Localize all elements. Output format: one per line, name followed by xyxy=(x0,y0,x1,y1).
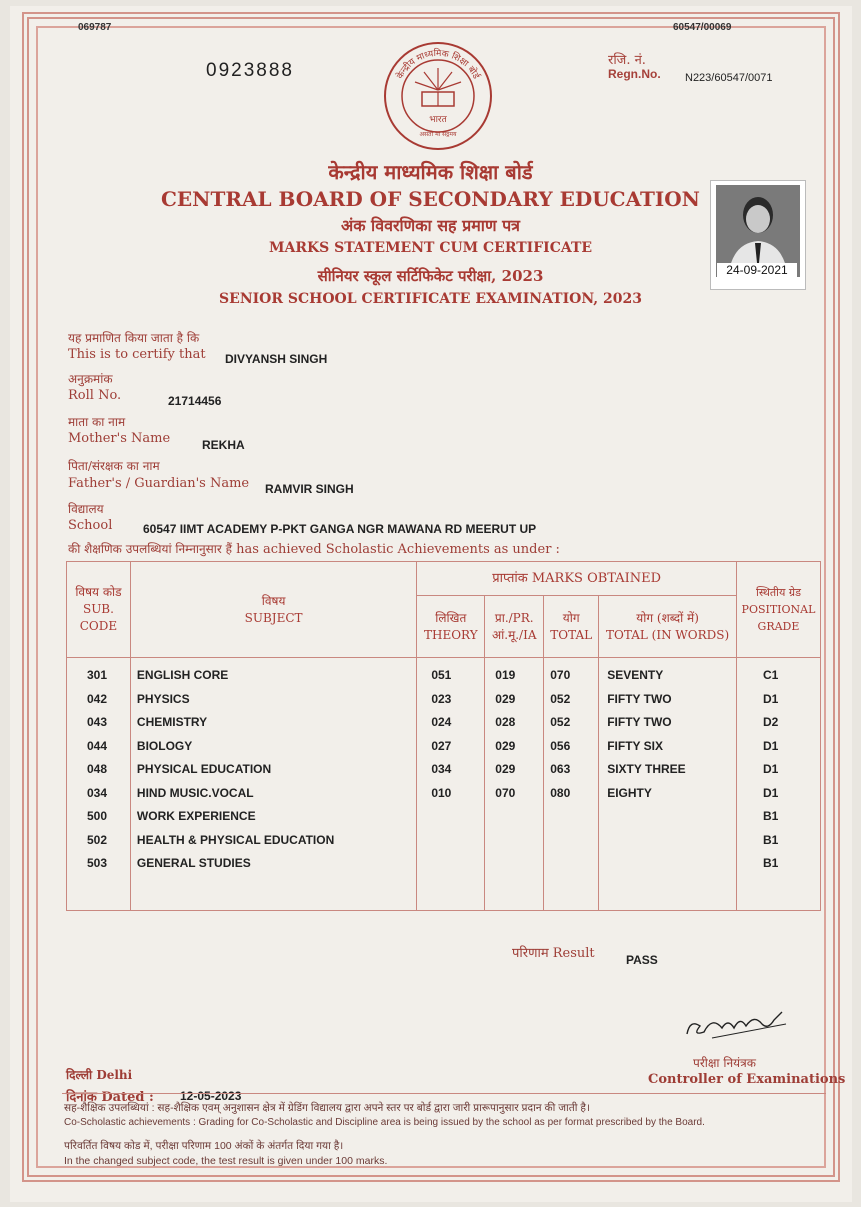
row-theory xyxy=(431,809,483,833)
note-coscholastic: Co-Scholastic achievements : Grading for Co-Scholastic and Discipline area is being issued by the school as per format prescribed by the Board. xyxy=(64,1117,705,1128)
row-pr: 070 xyxy=(495,785,516,800)
regn-label: Regn.No. xyxy=(608,67,661,81)
regn-label-hindi: रजि. नं. xyxy=(608,53,646,68)
row-pr xyxy=(495,856,542,880)
words-header xyxy=(599,596,737,658)
words-header-text: TOTAL (IN WORDS) xyxy=(606,627,730,642)
regn-number: N223/60547/0071 xyxy=(685,72,773,84)
theory-header-hindi: लिखित xyxy=(435,610,467,625)
place-line xyxy=(66,1066,132,1083)
row-words: SEVENTY xyxy=(607,668,664,682)
cbse-emblem-icon xyxy=(382,40,494,152)
row-code: 043 xyxy=(87,715,108,729)
theory-column xyxy=(417,658,485,911)
code-header xyxy=(67,562,131,658)
words-header-hindi: योग (शब्दों में) xyxy=(636,610,699,625)
place-text: Delhi xyxy=(96,1068,133,1082)
grade-header-line1: POSITIONAL xyxy=(741,603,816,616)
result-label xyxy=(512,943,595,961)
pr-header-line1: प्रा./PR. xyxy=(494,610,534,625)
controller-title: Controller of Examinations xyxy=(648,1072,846,1087)
row-theory: 024 xyxy=(431,715,452,729)
row-total xyxy=(550,856,597,880)
row-grade: D1 xyxy=(762,691,779,706)
words-column xyxy=(599,658,737,911)
board-name-hindi: केन्द्रीय माध्यमिक शिक्षा बोर्ड xyxy=(328,160,533,184)
row-total: 052 xyxy=(550,715,571,729)
pr-column xyxy=(485,658,544,911)
row-grade: B1 xyxy=(762,856,779,870)
row-pr: 019 xyxy=(495,668,516,682)
document-title: MARKS STATEMENT CUM CERTIFICATE xyxy=(268,240,593,256)
row-words: EIGHTY xyxy=(607,785,652,800)
pr-header-line2: आं.मू./IA xyxy=(491,627,537,642)
row-pr: 028 xyxy=(495,715,516,729)
row-grade: B1 xyxy=(762,809,779,823)
document-title-hindi: अंक विवरणिका सह प्रमाण पत्र xyxy=(340,216,521,235)
roll-number: 21714456 xyxy=(168,394,222,408)
row-total: 070 xyxy=(550,668,571,682)
result-value: PASS xyxy=(626,953,658,967)
row-code: 503 xyxy=(87,856,108,870)
row-theory xyxy=(431,833,483,857)
row-code: 042 xyxy=(87,691,108,706)
exam-title: SENIOR SCHOOL CERTIFICATE EXAMINATION, 2023 xyxy=(219,291,642,307)
row-code: 034 xyxy=(87,785,108,800)
grade-header xyxy=(736,562,820,658)
row-subject: WORK EXPERIENCE xyxy=(136,809,256,823)
row-subject: HEALTH & PHYSICAL EDUCATION xyxy=(136,832,335,847)
total-column xyxy=(544,658,599,911)
student-photo xyxy=(710,180,806,290)
row-code: 044 xyxy=(87,738,108,753)
exam-title-hindi: सीनियर स्कूल सर्टिफिकेट परीक्षा, 2023 xyxy=(317,267,544,285)
subject-header xyxy=(130,562,416,658)
row-total: 063 xyxy=(550,762,571,776)
row-words xyxy=(607,809,735,833)
row-code: 502 xyxy=(87,832,108,847)
row-subject: PHYSICAL EDUCATION xyxy=(136,762,272,776)
row-theory: 034 xyxy=(431,762,452,776)
row-grade: D1 xyxy=(762,762,779,776)
row-total xyxy=(550,809,597,833)
row-theory xyxy=(431,856,483,880)
grade-column xyxy=(736,658,820,911)
row-subject: HIND MUSIC.VOCAL xyxy=(136,785,254,800)
row-subject: BIOLOGY xyxy=(136,738,193,753)
marks-obtained-text: MARKS OBTAINED xyxy=(531,571,662,586)
result-label-text: Result xyxy=(552,946,595,961)
note-changed-code: In the changed subject code, the test result is given under 100 marks. xyxy=(64,1155,388,1167)
father-label-hindi: पिता/संरक्षक का नाम xyxy=(68,459,160,473)
certificate-number: 0923888 xyxy=(206,60,294,81)
row-words: FIFTY SIX xyxy=(607,738,663,753)
mother-label: Mother's Name xyxy=(68,431,171,446)
row-subject: PHYSICS xyxy=(136,691,190,706)
row-code: 301 xyxy=(87,668,108,682)
grade-header-hindi: स्थितीय ग्रेड xyxy=(755,586,801,599)
student-name: DIVYANSH SINGH xyxy=(225,352,328,366)
serial-number-right: 60547/00069 xyxy=(673,22,732,33)
row-words xyxy=(607,833,735,857)
subject-header-text: SUBJECT xyxy=(244,610,303,625)
row-grade: D1 xyxy=(762,785,779,800)
total-header-text: TOTAL xyxy=(550,627,593,642)
row-grade: D2 xyxy=(762,715,779,729)
row-total xyxy=(550,833,597,857)
row-subject: CHEMISTRY xyxy=(136,715,208,729)
row-theory: 051 xyxy=(431,668,452,682)
achievements-line xyxy=(68,540,560,557)
subject-header-hindi: विषय xyxy=(261,593,286,608)
emblem-text-bottom: भारत xyxy=(429,115,447,125)
row-pr xyxy=(495,809,542,833)
school-label-hindi: विद्यालय xyxy=(68,502,104,516)
school-label: School xyxy=(68,518,113,533)
row-words: FIFTY TWO xyxy=(607,715,672,729)
row-grade: C1 xyxy=(762,668,779,682)
emblem-text-top: केन्द्रीय माध्यमिक शिक्षा बोर्ड xyxy=(395,48,481,81)
row-pr: 029 xyxy=(495,738,516,753)
row-theory: 010 xyxy=(431,785,452,800)
row-total: 056 xyxy=(550,738,571,753)
note-changed-code-hindi: परिवर्तित विषय कोड में, परीक्षा परिणाम 100 अंकों के अंतर्गत दिया गया है। xyxy=(64,1140,344,1152)
roll-label-hindi: अनुक्रमांक xyxy=(68,372,113,386)
mother-label-hindi: माता का नाम xyxy=(68,415,126,429)
issue-date: 12-05-2023 xyxy=(180,1089,242,1103)
dated-label-hindi: दिनांक xyxy=(66,1090,97,1105)
father-name: RAMVIR SINGH xyxy=(265,482,354,496)
table-body-row xyxy=(67,658,821,911)
controller-signature xyxy=(682,1004,792,1044)
total-header-hindi: योग xyxy=(562,610,580,625)
note-coscholastic-hindi: सह-शैक्षिक उपलब्धियां : सह-शैक्षिक एवम् अनुशासन क्षेत्र में ग्रेडिंग विद्यालय द्वारा अपने स्तर पर बोर्ड द्वारा जारी प्रारूपानुसार प्रदान की जाती है। xyxy=(64,1102,590,1114)
pr-header xyxy=(485,596,544,658)
subject-column xyxy=(130,658,416,911)
theory-header-text: THEORY xyxy=(423,627,478,642)
mother-name: REKHA xyxy=(202,438,245,452)
dated-label-text: Dated : xyxy=(101,1090,154,1105)
row-pr: 029 xyxy=(495,762,516,776)
row-grade: D1 xyxy=(762,738,779,753)
board-name: CENTRAL BOARD OF SECONDARY EDUCATION xyxy=(161,187,700,211)
marks-table xyxy=(66,561,821,911)
certify-label: This is to certify that xyxy=(68,347,206,362)
row-code: 500 xyxy=(87,809,108,823)
grade-header-line2: GRADE xyxy=(757,620,800,633)
row-words xyxy=(607,856,735,880)
marks-obtained-hindi: प्राप्तांक xyxy=(492,571,528,586)
row-subject: ENGLISH CORE xyxy=(136,668,229,682)
row-words: SIXTY THREE xyxy=(607,762,686,776)
certify-label-hindi: यह प्रमाणित किया जाता है कि xyxy=(68,331,200,345)
achievements-label-hindi: की शैक्षणिक उपलब्धियां निम्नानुसार हैं xyxy=(68,542,232,556)
school-name: 60547 IIMT ACADEMY P-PKT GANGA NGR MAWANA RD MEERUT UP xyxy=(143,522,537,536)
code-header-line1: SUB. xyxy=(82,602,114,616)
row-subject: GENERAL STUDIES xyxy=(136,856,251,870)
row-theory: 027 xyxy=(431,738,452,753)
achievements-label: has achieved Scholastic Achievements as under : xyxy=(236,542,560,557)
row-grade: B1 xyxy=(762,832,779,847)
serial-number-left: 069787 xyxy=(78,22,112,33)
code-header-line2: CODE xyxy=(79,619,118,633)
father-label: Father's / Guardian's Name xyxy=(68,476,250,491)
row-words: FIFTY TWO xyxy=(607,691,672,706)
marks-obtained-header xyxy=(417,562,737,596)
table-header-row xyxy=(67,562,821,596)
row-total: 052 xyxy=(550,691,571,706)
row-pr xyxy=(495,833,542,857)
emblem-motto: असतो मा सद्गमय xyxy=(419,131,457,138)
controller-title-hindi: परीक्षा नियंत्रक xyxy=(693,1056,756,1070)
total-header xyxy=(544,596,599,658)
place-hindi: दिल्ली xyxy=(66,1068,93,1082)
result-label-hindi: परिणाम xyxy=(512,946,549,961)
row-pr: 029 xyxy=(495,691,516,706)
photo-date: 24-09-2021 xyxy=(717,263,797,277)
row-code: 048 xyxy=(87,762,108,776)
theory-header xyxy=(417,596,485,658)
code-header-hindi: विषय कोड xyxy=(75,585,122,599)
row-theory: 023 xyxy=(431,691,452,706)
roll-label: Roll No. xyxy=(68,388,122,403)
code-column xyxy=(67,658,131,911)
row-total: 080 xyxy=(550,785,571,800)
footer-divider xyxy=(62,1093,826,1094)
